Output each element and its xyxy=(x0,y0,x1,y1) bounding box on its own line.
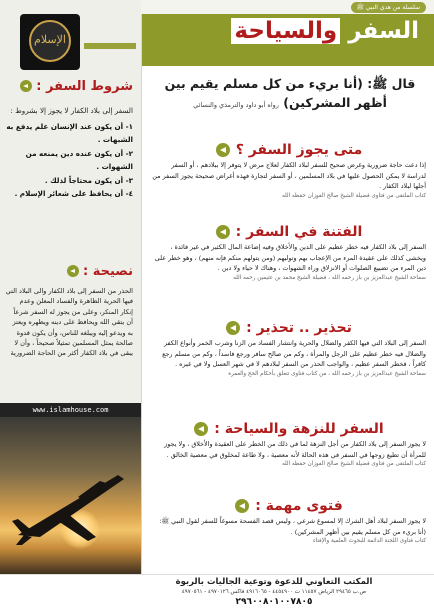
bullet-arrow-icon xyxy=(20,80,32,92)
conditions-heading xyxy=(20,77,133,95)
conditions-item: ٣- أن يكون محتاجاً لذلك . xyxy=(44,175,133,185)
hadith-source: رواه أبو داود والترمذي والنسائي xyxy=(193,101,279,109)
title-banner xyxy=(142,14,434,66)
conditions-item: ٢- أن يكون عنده دين يمنعه من الشهوات . xyxy=(25,148,133,171)
section-source: كتاب الملتقى من فتاوى فضيلة الشيخ صالح الفوزان حفظه الله xyxy=(282,461,426,467)
conditions-title: شروط السفر : xyxy=(36,78,133,94)
advice-heading xyxy=(67,262,133,280)
airplane-icon xyxy=(0,417,141,574)
logo-accent-bar xyxy=(84,43,136,49)
footer-org: المكتب التعاوني للدعوة وتوعية الجاليات بالربوة xyxy=(175,577,373,587)
section-fatwa xyxy=(148,496,430,544)
conditions-item: السفر إلى بلاد الكفار لا يجوز إلا بشروط : xyxy=(10,106,133,115)
website-link[interactable]: www.islamhouse.com xyxy=(0,403,141,417)
title-accent: والسياحة xyxy=(231,18,340,44)
logo-emblem-icon xyxy=(29,20,71,62)
sidebar xyxy=(0,0,141,574)
bullet-arrow-icon xyxy=(216,225,230,239)
advice-title: نصيحة : xyxy=(83,263,133,279)
footer-phone: ٢٩٦٠٠٨٠١٠٠٧٨٠٥ xyxy=(235,597,313,607)
hadith-text: قال ﷺ: (أنا بريء من كل مسلم يقيم بين أظهر المشركين) xyxy=(164,76,416,110)
section-warning xyxy=(148,318,430,377)
logo-text: الإسلام xyxy=(34,33,66,46)
section-when-allowed xyxy=(148,140,430,199)
section-body: السفر إلى بلاد الكفار فيه خطر عظيم على الدين والأخلاق وفيه إضاعة المال الكثير في غير فائدة ، ويخشى كذلك على عقيدة المرء من الإعجاب بهم وتوليهم (ومن يتولهم منكم فإنه منهم) ، وهو خطر على دين المرء من تضييع الصلوات أو الانزلاق وراء الشهوات ، وهناك لا حياء ولا دين . xyxy=(154,243,426,272)
section-title: فتوى مهمة : xyxy=(255,498,343,514)
section-title: تحذير .. تحذير : xyxy=(246,320,352,336)
section-body: لا يجوز السفر لبلاد أهل الشرك إلا لمسوغ شرعي ، وليس قصد الفسحة مسوغاً للسفر لقول النبي ﷺ: (أنا بريء من كل مسلم يقيم بين أظهر المشركين) . xyxy=(159,517,426,536)
advice-text: الحذر من السفر إلى بلاد الكفار والى البلاد التي فيها الحرية الظاهرة والفساد المعلن وعدم إنكار المنكر، وعلى من يجوز له السفر شرعاً أن يتقي الله ويحافظ على دينه ويظهره ويعتز به ويدعو إليه ويبلغه للناس، وأن يكون قدوة صالحة يمثل المسلمين تمثيلاً صحيحاً ، وأن لا يبقى في بلاد الكفار أكثر من الحاجة الضرورية xyxy=(5,287,133,358)
section-source: كتاب فتاوى اللجنة الدائمة للبحوث العلمية والإفتاء xyxy=(313,538,426,544)
footer-address: ص.ب ٢٩٤٦٥ الرياض ١١٤٥٧ ت ٤٤٥٤٩٠٠ - ٤٩١٦٠٦٥ فاكس ٤٩٧٠١٢٦ - ٤٩٧٠٥٦١ xyxy=(181,589,367,595)
title-plain: السفر xyxy=(340,18,419,44)
section-temptation xyxy=(148,222,430,281)
series-label: سلسلة من هدي النبي ﷺ xyxy=(351,2,426,13)
bullet-arrow-icon xyxy=(67,265,79,277)
section-source: سماحة الشيخ عبدالعزيز بن باز رحمه الله ، من كتاب فتاوى تتعلق بأحكام الحج والعمرة xyxy=(228,370,426,377)
bullet-arrow-icon xyxy=(235,499,249,513)
hadith-quote xyxy=(150,74,430,115)
footer xyxy=(0,574,434,614)
section-body: لا يجوز السفر إلى بلاد الكفار من أجل النزهة لما في ذلك من الخطر على العقيدة والأخلاق ، ولا يجوز للمرأة أن تطيع زوجها في السفر في هذه الحالة لأنه معصية ، ولا طاعة لمخلوق في معصية الخالق . xyxy=(164,440,426,459)
section-title: الفتنة في السفر : xyxy=(235,224,363,240)
section-body: إذا دعت حاجة ضرورية وغرض صحيح للسفر لبلاد الكفار لعلاج مرض لا يتوفر إلا ببلادهم ، أو السفر لدراسة لا يمكن الحصول عليها في بلاد المسلمين ، أو السفر لتجارة فهذه أغراض صحيحة يجوز السفر من أجلها لبلاد الكفار . xyxy=(152,161,426,190)
page-title xyxy=(231,18,419,44)
conditions-item: ٤- أن يحافظ على شعائر الإسلام . xyxy=(14,189,133,198)
bullet-arrow-icon xyxy=(226,321,240,335)
section-source: سماحة الشيخ عبدالعزيز بن باز رحمه الله ، فضيلة الشيخ محمد بن عثيمين رحمه الله xyxy=(233,274,426,281)
conditions-item: ١- أن يكون عند الإنسان علم يدفع به الشبهات . xyxy=(6,121,133,144)
section-tourism xyxy=(148,419,430,467)
section-title: السفر للنزهة والسياحة : xyxy=(214,421,384,437)
main-content xyxy=(141,14,434,574)
airplane-sunset-image xyxy=(0,417,141,574)
logo xyxy=(20,14,80,70)
conditions-list xyxy=(5,104,133,201)
section-source: كتاب الملتقى من فتاوى فضيلة الشيخ صالح الفوزان حفظه الله xyxy=(282,192,426,199)
section-title: متى يجوز السفر ؟ xyxy=(235,142,363,158)
bullet-arrow-icon xyxy=(216,143,230,157)
section-body: السفر إلى البلاد التي فيها الكفر والضلال والحرية وانتشار الفساد من الزنا وشرب الخمر وأنواع الكفر والضلال فيه خطر عظيم على الرجل والمرأة ، وكم من صالح سافر ورجع فاسداً ، وكم من مسلم رجع كافراً ، فخطر السفر عظيم ، والواجب الحذر من السفر لبلادهم لا في شهر العسل ولا في غيره . xyxy=(162,339,426,368)
bullet-arrow-icon xyxy=(194,422,208,436)
